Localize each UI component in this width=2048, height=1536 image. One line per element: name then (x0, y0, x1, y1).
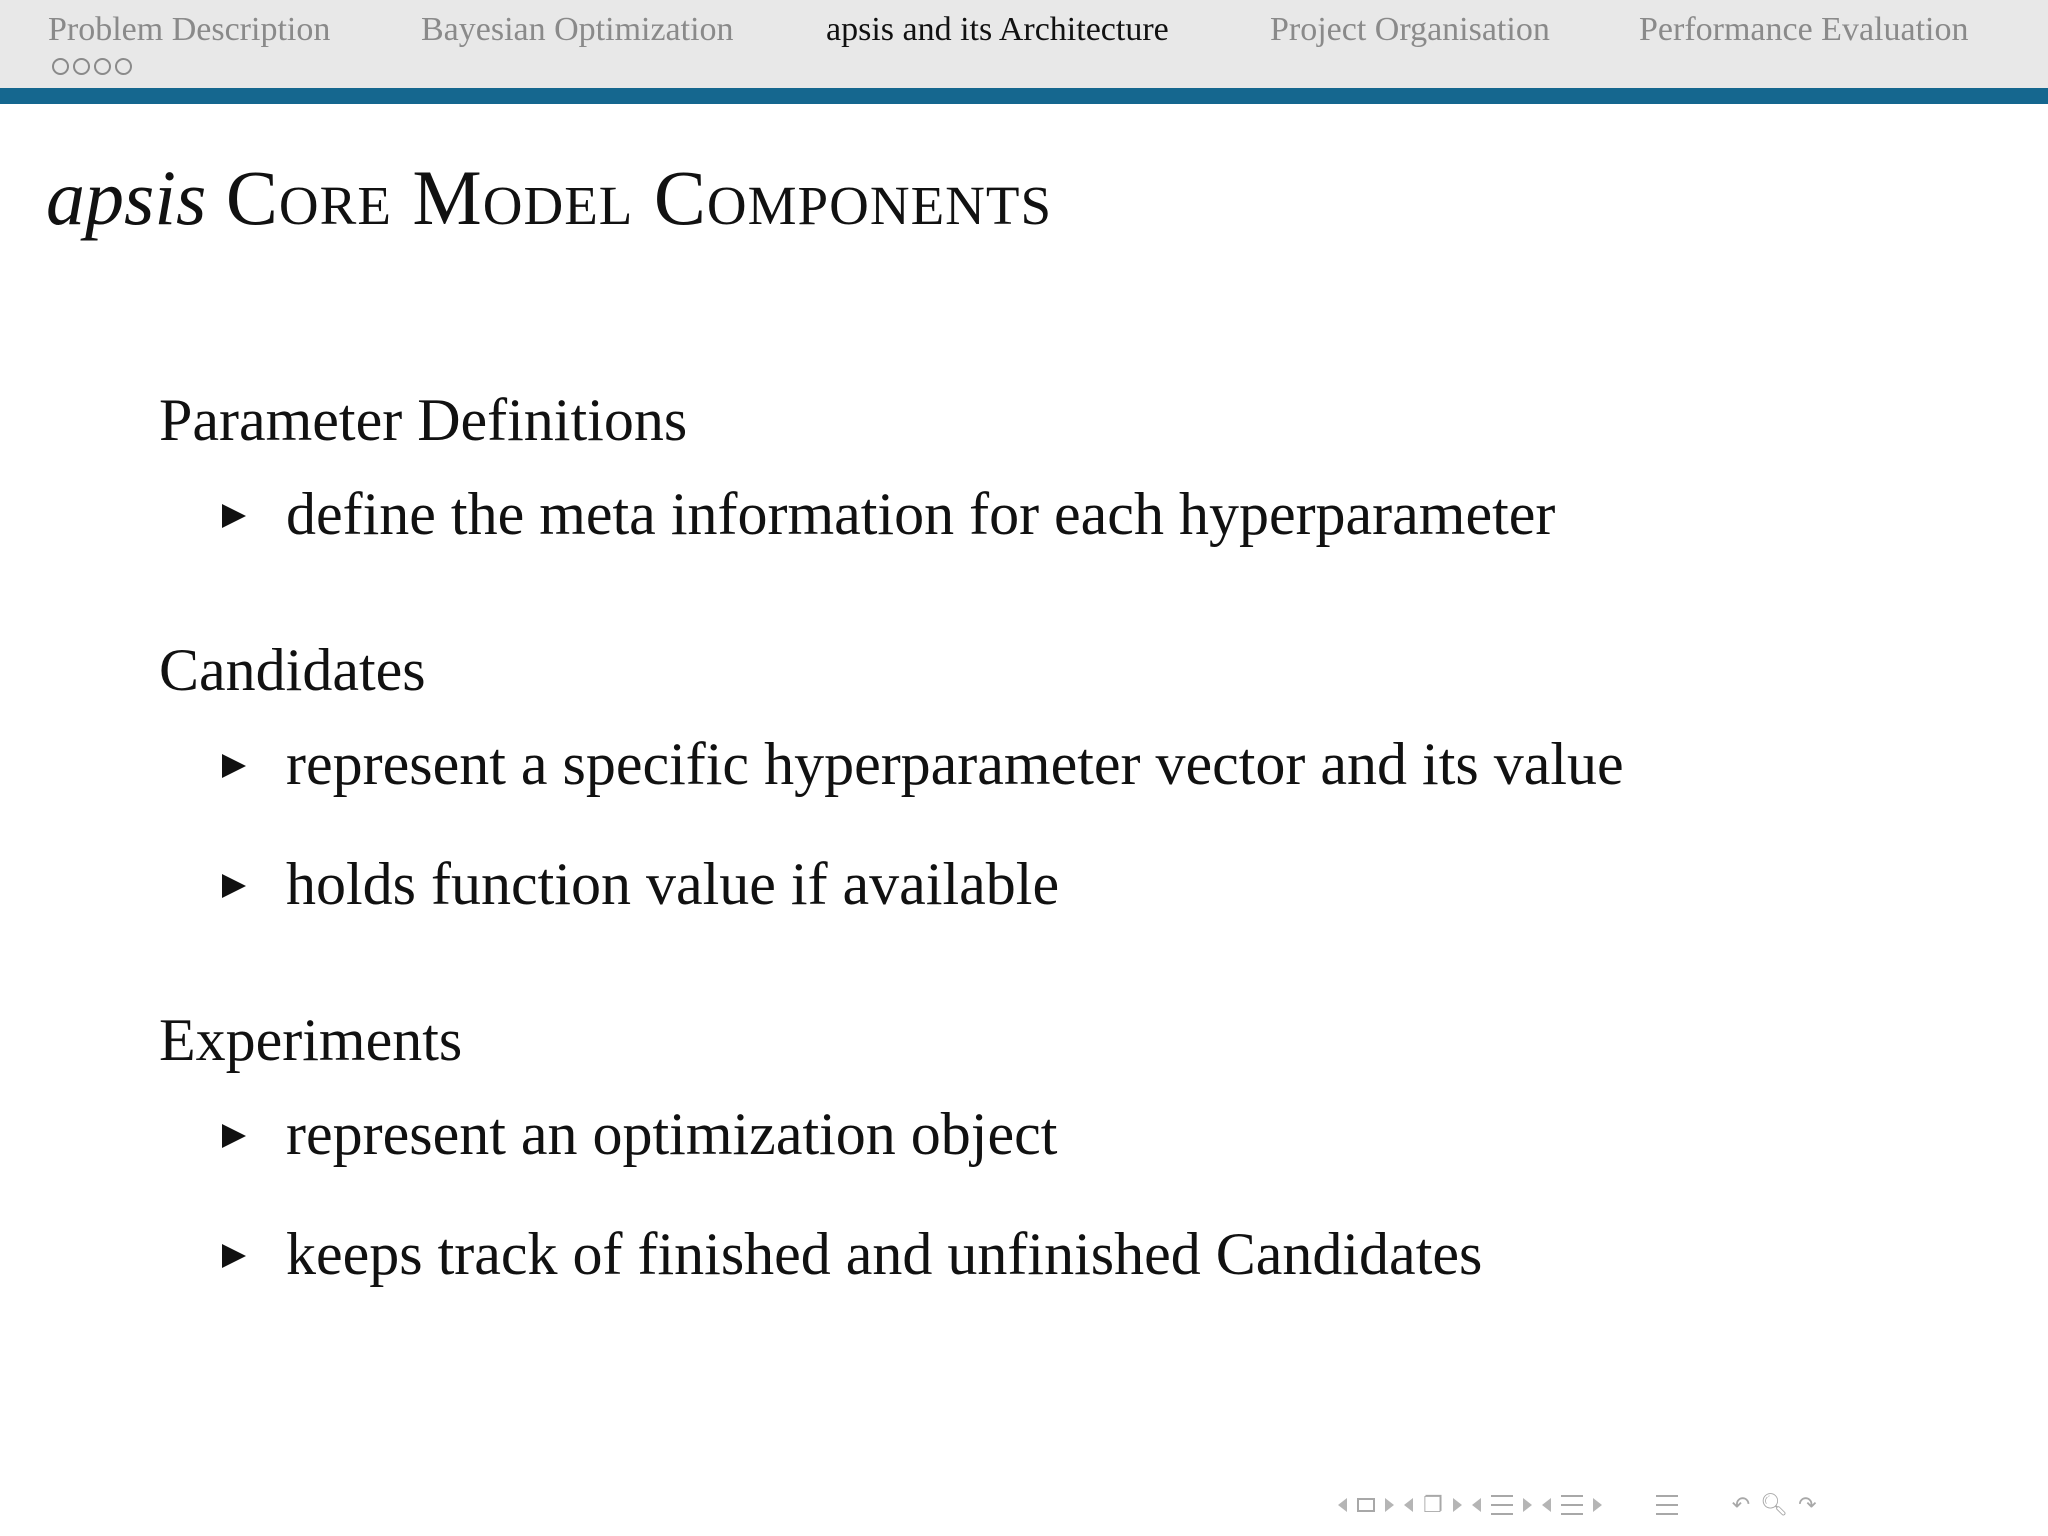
bullet-text: define the meta information for each hyperparameter (286, 481, 1556, 547)
prev-subsection-arrow-icon[interactable] (1404, 1498, 1413, 1512)
nav-section-problem-description[interactable]: Problem Description (48, 11, 331, 48)
prev-frame-arrow-icon[interactable] (1338, 1498, 1347, 1512)
bullet-triangle-icon (222, 1244, 246, 1268)
group-heading-experiments: Experiments (159, 1007, 463, 1073)
bullet-triangle-icon (222, 504, 246, 528)
next-frame-arrow-icon[interactable] (1385, 1498, 1394, 1512)
bullet-triangle-icon (222, 1124, 246, 1148)
headline-bar (0, 0, 2048, 88)
mini-frame-1[interactable] (52, 58, 69, 75)
bullet-item (222, 848, 1059, 920)
mini-frame-navigation (52, 58, 132, 78)
part-icon[interactable] (1561, 1495, 1583, 1515)
nav-section-performance-evaluation[interactable]: Performance Evaluation (1639, 11, 1969, 48)
beamer-navigation-controls (1338, 1490, 1817, 1520)
bullet-item (222, 478, 1555, 550)
bullet-text: holds function value if available (286, 851, 1060, 917)
prev-section-arrow-icon[interactable] (1472, 1498, 1481, 1512)
bullet-item (222, 1218, 1482, 1290)
bullet-item (222, 1098, 1057, 1170)
mini-frame-4[interactable] (115, 58, 132, 75)
bullet-triangle-icon (222, 874, 246, 898)
search-icon[interactable]: 🔍︎ (1760, 1492, 1789, 1518)
frame-title (46, 148, 1052, 248)
headline-accent-rule (0, 88, 2048, 104)
bullet-triangle-icon (222, 754, 246, 778)
mini-frame-3[interactable] (94, 58, 111, 75)
toc-icon[interactable] (1656, 1495, 1678, 1515)
nav-section-apsis-architecture[interactable]: apsis and its Architecture (826, 11, 1169, 48)
forward-icon[interactable]: ↷ (1798, 1492, 1817, 1518)
bullet-text: represent an optimization object (286, 1101, 1058, 1167)
group-heading-candidates: Candidates (159, 637, 426, 703)
frame-title-italic: apsis (46, 154, 207, 241)
next-part-arrow-icon[interactable] (1593, 1498, 1602, 1512)
frame-icon[interactable] (1357, 1498, 1375, 1512)
frame-title-smallcaps: Core Model Components (225, 154, 1053, 241)
mini-frame-2[interactable] (73, 58, 90, 75)
back-icon[interactable]: ↶ (1731, 1492, 1751, 1518)
group-heading-parameter-definitions: Parameter Definitions (159, 387, 688, 453)
next-subsection-arrow-icon[interactable] (1453, 1498, 1462, 1512)
subsection-icon[interactable]: ❐ (1423, 1492, 1443, 1518)
nav-section-project-organisation[interactable]: Project Organisation (1270, 11, 1550, 48)
prev-part-arrow-icon[interactable] (1542, 1498, 1551, 1512)
section-icon[interactable] (1491, 1495, 1513, 1515)
bullet-text: keeps track of finished and unfinished Candidates (286, 1221, 1483, 1287)
next-section-arrow-icon[interactable] (1523, 1498, 1532, 1512)
nav-section-bayesian-optimization[interactable]: Bayesian Optimization (421, 11, 734, 48)
bullet-text: represent a specific hyperparameter vector and its value (286, 731, 1624, 797)
bullet-item (222, 728, 1624, 800)
